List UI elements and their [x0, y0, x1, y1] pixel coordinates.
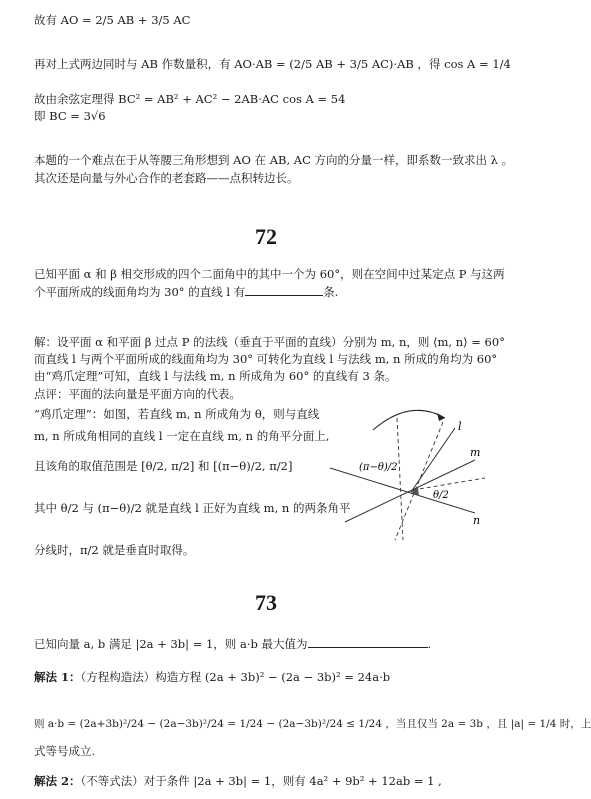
- text-line-4: 即 BC = 3√6: [34, 109, 106, 123]
- p72-comment-line-6: 分线时，π/2 就是垂直时取得。: [34, 543, 195, 557]
- method1-text: （方程构造法）构造方程 (2a + 3b)² − (2a − 3b)² = 24a·b: [80, 670, 391, 684]
- text-line-1: 故有 AO = 2/5 AB + 3/5 AC: [34, 13, 191, 27]
- p73-question-text: 已知向量 a, b 满足 |2a + 3b| = 1，则 a·b 最大值为: [34, 637, 308, 651]
- p73-method2-line-1: [34, 773, 442, 789]
- text-line-5: 本题的一个难点在于从等腰三角形想到 AO 在 AB, AC 方向的分量一样，即系数一致求出 λ 。: [34, 153, 514, 167]
- p72-comment-line-3: m, n 所成角相同的直线 l 一定在直线 m, n 的角平分面上,: [34, 429, 330, 443]
- method1-label: 解法 1：: [34, 670, 81, 684]
- answer-blank: [245, 285, 323, 296]
- line-n: [330, 468, 475, 513]
- label-m: m: [470, 446, 481, 459]
- label-l: l: [458, 420, 462, 433]
- method2-label: 解法 2：: [34, 774, 81, 788]
- p72-question-text: 个平面所成的线面角均为 30° 的直线 l 有: [34, 285, 246, 299]
- text-line-6: 其次还是向量与外心合作的老套路——点积转边长。: [34, 171, 299, 185]
- p72-solution-line-2: 而直线 l 与两个平面所成的线面角均为 30° 可转化为直线 l 与法线 m, n 所成的角均为 60°: [34, 352, 498, 366]
- label-n: n: [473, 514, 481, 527]
- problem-number-72: 72: [255, 224, 277, 249]
- p72-comment-line-5: 其中 θ/2 与 (π−θ)/2 就是直线 l 正好为直线 m, n 的两条角平: [34, 501, 351, 515]
- p72-comment-line-1: 点评：平面的法向量是平面方向的代表。: [34, 387, 241, 401]
- p73-method1-line-3: 式等号成立.: [34, 744, 96, 758]
- label-pi-theta-half: (π−θ)/2: [359, 462, 398, 473]
- p72-solution-line-1: 解：设平面 α 和平面 β 过点 P 的法线（垂直于平面的直线）分别为 m, n，则 ⟨m, n⟩ = 60°: [34, 335, 505, 349]
- rotation-arc: [373, 410, 445, 430]
- line-l: [411, 428, 455, 492]
- p72-comment-line-4: 且该角的取值范围是 [θ/2, π/2] 和 [(π−θ)/2, π/2]: [34, 459, 293, 473]
- problem-number-73: 73: [255, 590, 277, 615]
- p73-method1-line-1: [34, 669, 390, 685]
- p72-question-line-1: 已知平面 α 和 β 相交形成的四个二面角中的其中一个为 60°，则在空间中过某定点 P 与这两: [34, 267, 505, 281]
- p73-method1-line-2: 则 a·b = (2a+3b)²/24 − (2a−3b)²/24 = 1/24 − (2a−3b)²/24 ≤ 1/24 ，当且仅当 2a = 3b ，且 |a| = 1/4 时，上: [34, 718, 591, 730]
- text-line-2: 再对上式两边同时与 AB 作数量积，有 AO·AB = (2/5 AB + 3/5 AC)·AB ，得 cos A = 1/4: [34, 57, 511, 71]
- text-line-3: 故由余弦定理得 BC² = AB² + AC² − 2AB·AC cos A = 54: [34, 92, 346, 106]
- answer-blank-73: [308, 637, 428, 648]
- chicken-claw-diagram: [325, 400, 500, 545]
- method2-text: （不等式法）对于条件 |2a + 3b| = 1，则有 4a² + 9b² + 12ab = 1 ,: [80, 774, 442, 788]
- p72-question-end: 条.: [323, 285, 339, 299]
- p73-question: 已知向量 a, b 满足 |2a + 3b| = 1，则 a·b 最大值为 .: [34, 637, 432, 651]
- label-theta-half: θ/2: [433, 490, 449, 501]
- p72-comment-line-2: “鸡爪定理”：如图，若直线 m, n 所成角为 θ，则与直线: [34, 407, 320, 421]
- p72-solution-line-3: 由“鸡爪定理”可知，直线 l 与法线 m, n 所成角为 60° 的直线有 3 条。: [34, 369, 397, 383]
- p72-question-line-2: [34, 284, 338, 300]
